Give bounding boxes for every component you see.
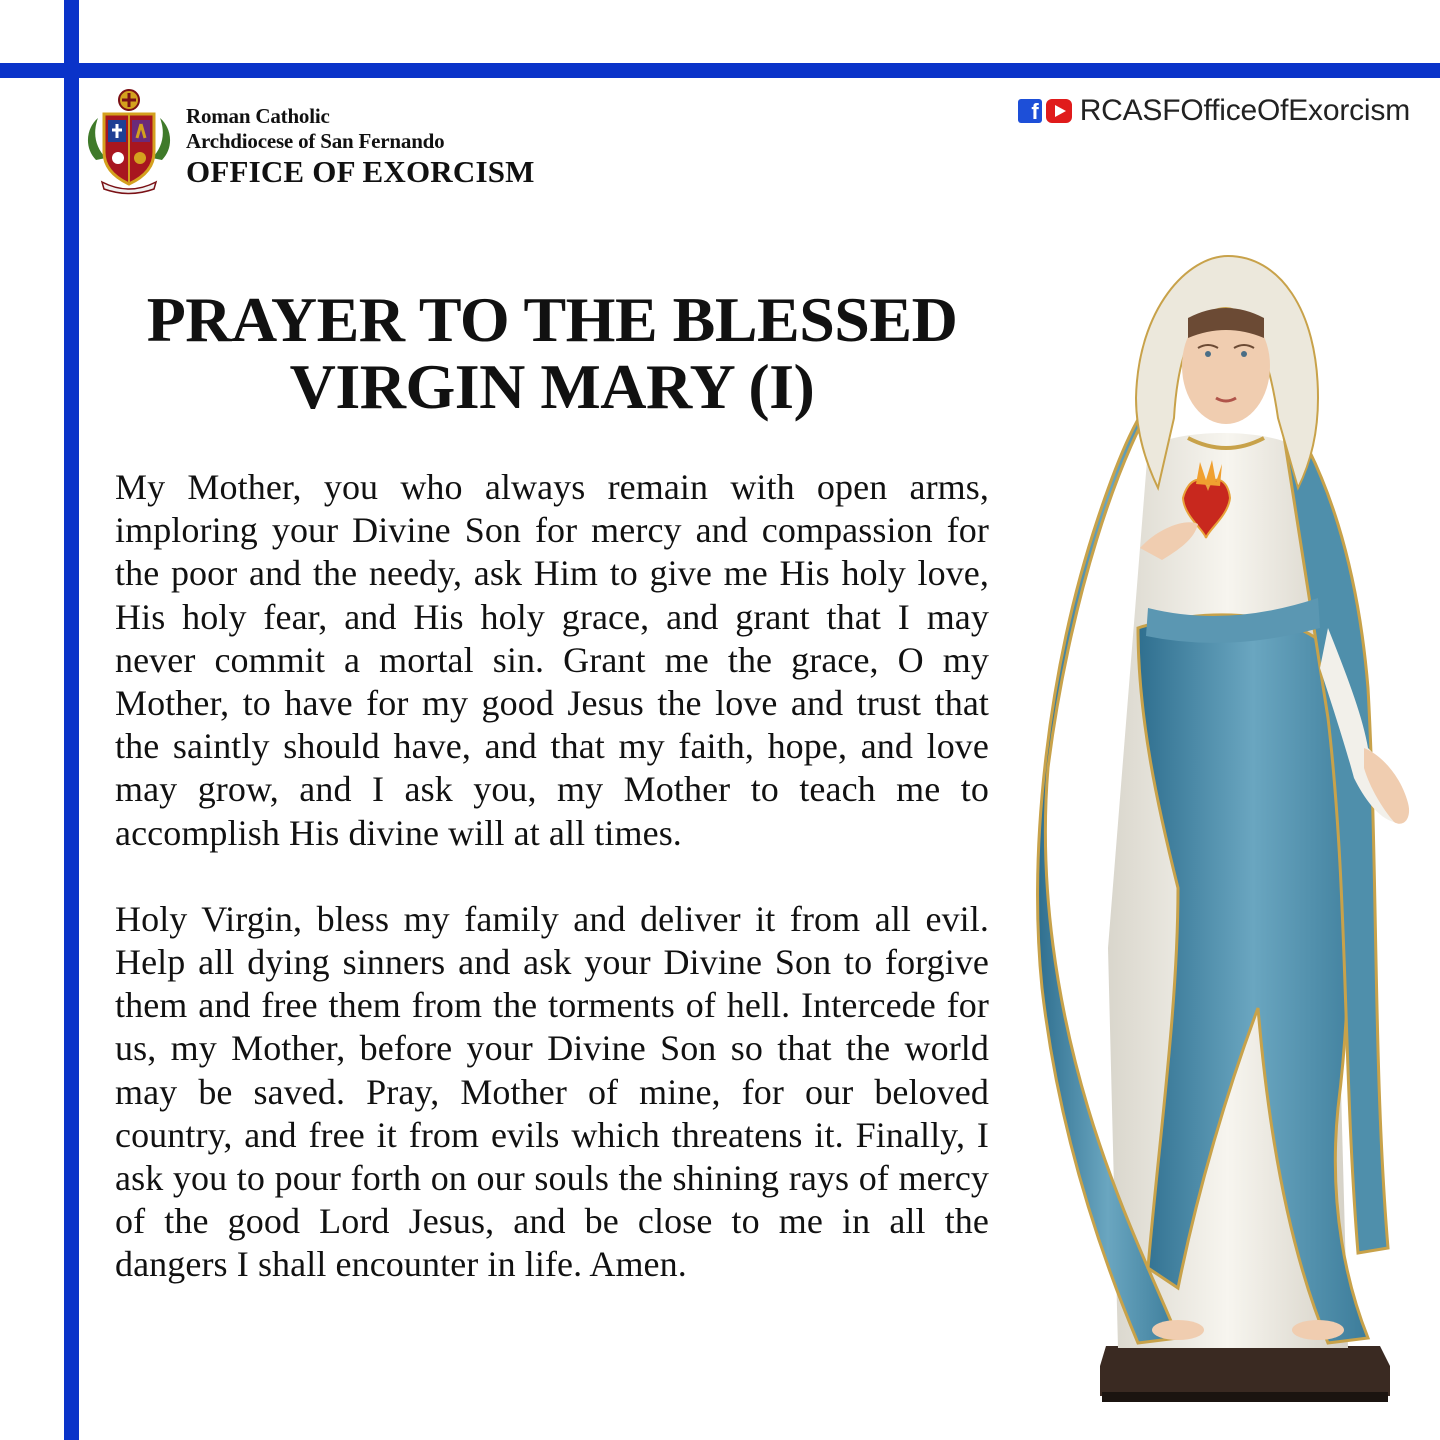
social-handle: RCASFOfficeOfExorcism: [1079, 94, 1410, 127]
cross-horizontal-bar: [0, 63, 1440, 78]
org-line-archdiocese: Archdiocese of San Fernando: [186, 129, 445, 153]
prayer-body: [115, 466, 989, 1287]
cross-vertical-bar: [64, 0, 79, 1440]
virgin-mary-statue-image: [1028, 248, 1420, 1410]
prayer-paragraph-1: My Mother, you who always remain with open arms, imploring your Divine Son for mercy and compassion for the poor and the needy, ask Him to give me His holy love, His holy fear, and His holy grace, and grant that I may never commit a mortal sin. Grant me the grace, O my Mother, to have for my good Jesus the love and trust that the saintly should have, and that my faith, hope, and love may grow, and I ask you, my Mother to teach me to accomplish His divine will at all times.: [115, 467, 989, 853]
title-line-2: VIRGIN MARY (I): [289, 351, 815, 422]
title-line-1: PRAYER TO THE BLESSED: [146, 284, 958, 355]
prayer-paragraph-2: Holy Virgin, bless my family and deliver it from all evil. Help all dying sinners and ask your Divine Son to forgive them and free them from the torments of hell. Intercede for us, my Mother, before your Divine Son so that the world may be saved. Pray, Mother of mine, for our beloved country, and free it from evils which threatens it. Finally, I ask you to pour forth on our souls the shining rays of mercy of the good Lord Jesus, and be close to me in all the dangers I shall encounter in life. Amen.: [115, 898, 989, 1285]
youtube-icon: [1046, 99, 1072, 123]
facebook-icon: f: [1018, 99, 1042, 123]
org-line-office: OFFICE OF EXORCISM: [186, 154, 535, 189]
page-title: [90, 286, 1014, 420]
organization-name: [186, 106, 535, 187]
archdiocese-seal-icon: [84, 88, 174, 196]
org-line-roman-catholic: Roman Catholic: [186, 104, 330, 128]
social-handle-group: [1018, 94, 1410, 128]
